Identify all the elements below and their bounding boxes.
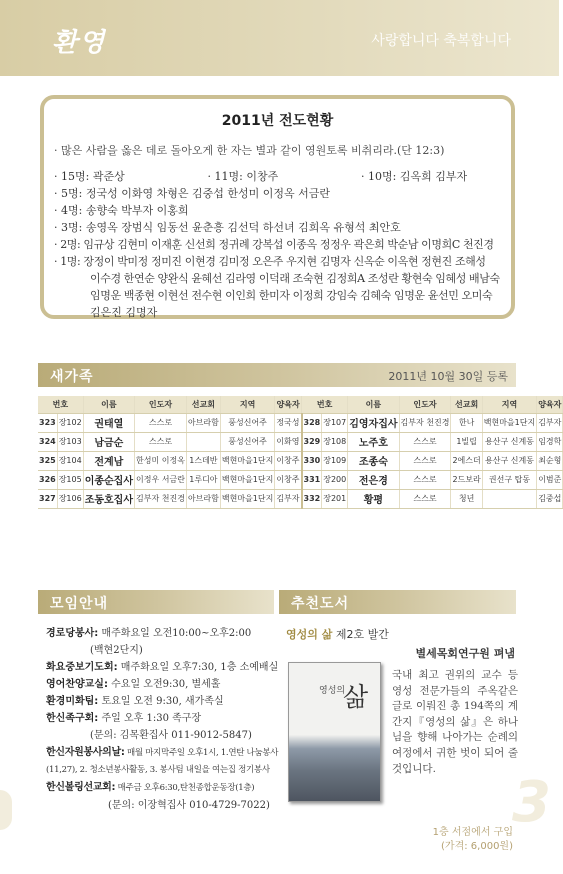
table-cell: 남금순 [83,432,134,451]
column-header: 번호 [302,396,348,413]
table-cell: 장103 [57,432,83,451]
column-header: 양육자 [537,396,563,413]
table-cell: 이화영 [275,432,302,451]
page-number: 3 [512,770,551,835]
book-label: 추천도서 [291,596,350,612]
table-row [38,432,563,451]
meeting-label: 영어찬양교실: [46,679,108,690]
table-cell: 장201 [322,489,348,508]
table-row [38,489,563,508]
table-cell: 청년 [451,489,482,508]
meeting-label: 한신자원봉사의날: [46,747,125,758]
table-cell: 김부자 천진경 [399,413,451,432]
table-cell: 324 [38,432,57,451]
meeting-label: 경로당봉사: [46,628,99,639]
decorative-bar [0,790,12,830]
table-cell: 331 [302,470,322,489]
table-cell: 용산구 신계동 [482,451,536,470]
column-header: 이름 [83,396,134,413]
table-cell: 스스로 [399,451,451,470]
column-header: 지역 [220,396,274,413]
table-cell: 이창주 [275,470,302,489]
table-cell: 조동호집사 [83,489,134,508]
new-family-label: 새가족 [50,369,94,385]
table-cell: 김부자 천진경 [135,489,187,508]
book-description: 국내 최고 권위의 교수 등 영성 전문가들의 주옥같은 글로 이뤄진 총 194쪽의 계간지『영성의 삶』은 하나님을 향해 나아가는 순례의 여정에서 귀한 벗이 되어 줄 것입니다. [392,669,518,775]
meeting-text: (11,27), 2. 청소년봉사활동, 3. 봉사팀 내일을 여는집 정기봉사 [46,765,270,775]
table-cell: 장200 [322,470,348,489]
column-header: 번호 [38,396,83,413]
table-cell: 김부자 [537,413,563,432]
table-cell: 전계남 [83,451,134,470]
meeting-label: 화요중보기도회: [46,662,118,673]
table-cell: 한나 [451,413,482,432]
meeting-text: 수요일 오전9:30, 별세홀 [107,679,221,690]
new-family-date: 2011년 10월 30일 등록 [388,370,508,383]
table-cell: 장109 [322,451,348,470]
column-header: 선교회 [451,396,482,413]
table-cell: 1빌립 [451,432,482,451]
table-cell: 백현마을1단지 [220,451,274,470]
table-cell: 이종순집사 [83,470,134,489]
book-issue: 제2호 발간 [332,628,389,641]
table-cell: 용산구 신계동 [482,432,536,451]
evangelism-row-top [54,168,511,185]
top-banner [0,0,559,76]
list-item [46,676,274,693]
evangelism-1-cont2: 임명운 백종현 이현선 전수현 이인희 한미자 이정희 강임숙 김혜숙 임명운 윤선민 오미숙 [90,289,493,302]
table-cell: 전은경 [348,470,399,489]
column-header: 양육자 [275,396,302,413]
book-header [279,590,516,614]
list-item [46,710,274,727]
table-cell: 스스로 [399,489,451,508]
book-price: (가격: 6,000원) [441,841,513,852]
table-cell: 332 [302,489,322,508]
table-cell: 노주호 [348,432,399,451]
meetings-list [46,625,279,814]
meeting-text: (문의: 김목환집사 011-9012-5847) [90,730,252,741]
table-row [38,451,563,470]
table-cell: 326 [38,470,57,489]
column-header: 선교회 [186,396,220,413]
meeting-text: (문의: 이장혁집사 010-4729-7022) [108,800,270,811]
meeting-text: (백현2단지) [90,645,143,656]
evangelism-10: · 10명: 김옥희 김부자 [361,170,468,183]
table-cell: 323 [38,413,57,432]
table-cell: 스스로 [399,432,451,451]
table-cell: 풍성신어주 [220,413,274,432]
table-cell: 2에스더 [451,451,482,470]
table-cell: 백현마을1단지 [220,470,274,489]
book-title-line [286,626,389,642]
book-publisher: 별세목회연구원 펴냄 [415,647,515,660]
meeting-text: 매월 마지막주일 오후1시, 1.연탄 나눔봉사 [124,748,279,758]
table-cell: 아브라함 [186,489,220,508]
table-cell: 권태열 [83,413,134,432]
table-row [38,413,563,432]
evangelism-2: · 2명: 임규상 김현미 이재훈 신선희 정귀례 강복섭 이종옥 정정우 곽은희 박순남 이명희C 천진경 [54,238,494,251]
new-family-table [38,396,563,509]
table-cell: 330 [302,451,322,470]
table-cell: 이창주 [275,451,302,470]
meeting-text: 토요일 오전 9:30, 새가족실 [98,696,224,707]
book-cover-big: 삶 [343,683,369,713]
meeting-label: 환경미화팀: [46,696,99,707]
book-cover-small: 영성의 [319,686,346,696]
evangelism-title: 2011년 전도현황 [221,113,334,129]
book-buy-line: 1층 서점에서 구입 [432,827,513,838]
table-cell: 황평 [348,489,399,508]
table-cell: 스스로 [135,432,187,451]
table-header-row [38,396,563,413]
table-cell: 정국성 [275,413,302,432]
table-cell: 권선구 탑동 [482,470,536,489]
column-header: 인도자 [399,396,451,413]
table-cell: 김영자집사 [348,413,399,432]
meetings-label: 모임안내 [50,596,109,612]
column-header: 지역 [482,396,536,413]
meeting-label: 한신볼링선교회: [46,782,116,793]
meetings-header [38,590,274,614]
table-cell: 장105 [57,470,83,489]
table-cell: 1루디아 [186,470,220,489]
book-purchase [433,826,513,854]
table-cell: 장104 [57,451,83,470]
table-cell: 백현마을1단지 [220,489,274,508]
table-cell: 장102 [57,413,83,432]
evangelism-15: · 15명: 곽준상 [54,170,125,183]
evangelism-5: · 5명: 정국성 이화영 차형은 김중섭 한성미 이정옥 서금란 [54,187,330,200]
evangelism-verse: · 많은 사람을 옳은 데로 돌아오게 한 자는 별과 같이 영원토록 비취리라.(단 12:3) [54,144,445,157]
evangelism-3: · 3명: 송영옥 장범식 임동선 윤춘흥 김선덕 하선녀 김희옥 유형석 최안호 [54,221,401,234]
table-cell [186,432,220,451]
table-cell: 조종숙 [348,451,399,470]
table-cell: 329 [302,432,322,451]
list-item [46,779,274,797]
table-cell: 이범준 [537,470,563,489]
meeting-text: 주일 오후 1:30 족구장 [98,713,202,724]
evangelism-1-cont3: 김은진 김명자 [90,306,158,319]
evangelism-11: · 11명: 이창주 [207,170,279,183]
table-cell: 풍성신어주 [220,432,274,451]
table-cell: 1스데반 [186,451,220,470]
table-cell: 2드보라 [451,470,482,489]
table-cell: 장108 [322,432,348,451]
evangelism-1: · 1명: 장정이 박미정 정미진 이현경 김미정 오은주 우지현 김명자 신옥순 이옥현 정현진 조해성 [54,255,486,268]
list-item [46,659,279,676]
new-family-header [38,363,516,387]
evangelism-1-cont1: 이수경 한연순 양완식 윤혜선 김라영 이덕래 조숙현 김정희A 조성란 황현숙 임혜성 배남숙 [90,272,500,285]
meeting-text: 매주화요일 오전10:00~오후2:00 [98,628,252,639]
column-header: 이름 [348,396,399,413]
meeting-label: 한신족구회: [46,713,99,724]
table-cell: 김부자 [275,489,302,508]
evangelism-4: · 4명: 송향숙 박부자 이홍희 [54,204,189,217]
table-cell: 장106 [57,489,83,508]
meeting-text: 매주화요일 오후7:30, 1층 소예배실 [117,662,279,673]
list-item [46,744,279,762]
table-cell [482,489,536,508]
table-cell: 이정우 서금란 [135,470,187,489]
table-cell: 최순형 [537,451,563,470]
book-cover-image [288,662,381,802]
table-cell: 327 [38,489,57,508]
table-cell: 김중섭 [537,489,563,508]
table-cell: 백현마을1단지 [482,413,536,432]
book-title: 영성의 삶 [286,628,333,641]
column-header: 인도자 [135,396,187,413]
table-cell: 아브라함 [186,413,220,432]
table-cell: 325 [38,451,57,470]
meeting-text: 매주금 오후6:30,탄천종합운동장(1층) [115,783,255,793]
table-cell: 임경학 [537,432,563,451]
table-cell: 장107 [322,413,348,432]
evangelism-box [40,95,515,319]
table-cell: 스스로 [135,413,187,432]
page-title: 환영 [52,28,107,58]
list-item [46,625,274,642]
table-row [38,470,563,489]
table-cell: 한성미 이정옥 [135,451,187,470]
list-item [46,693,274,710]
table-cell: 328 [302,413,322,432]
page-subtitle: 사랑합니다 축복합니다 [371,33,511,49]
table-cell: 스스로 [399,470,451,489]
